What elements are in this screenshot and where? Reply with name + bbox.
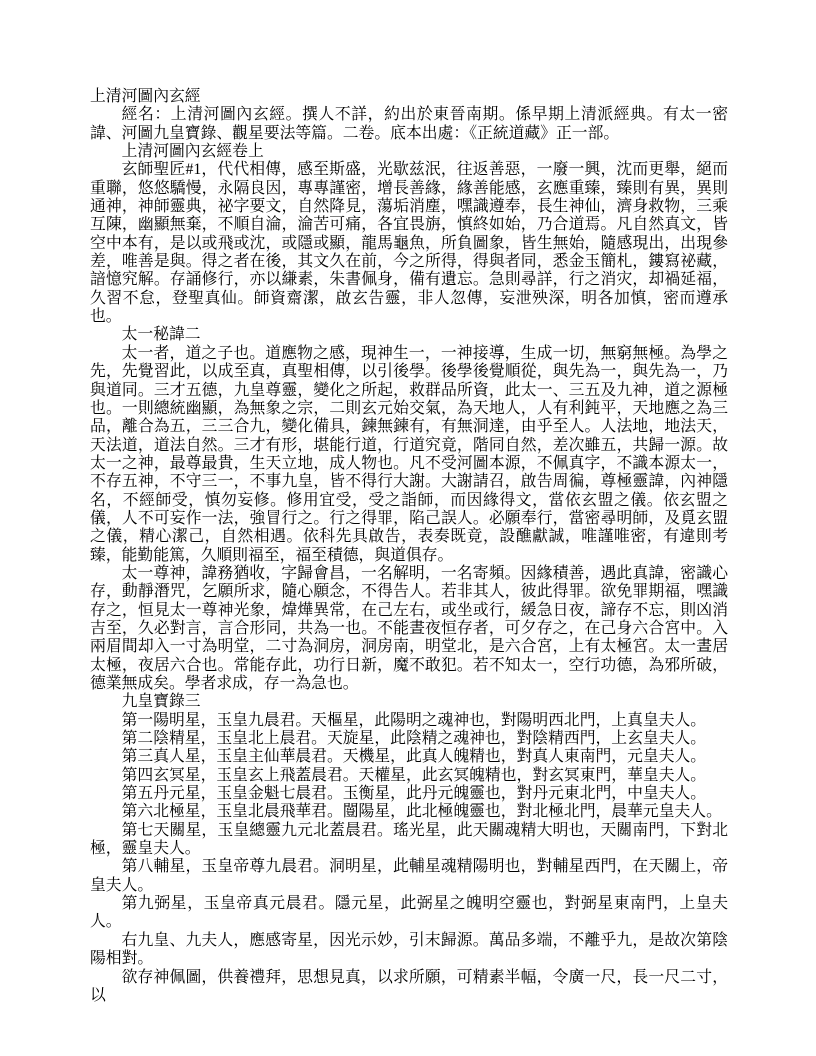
closing-paragraph: 欲存神佩圖，供養禮拜，思想見真，以求所願，可精素半幅，令廣一尺，長一尺二寸，以: [90, 968, 728, 1004]
bibliographic-note: 經名：上清河圖內玄經。撰人不詳，約出於東晉南期。係早期上清派經典。有太一密諱、河圖九皇寶錄、觀星要法等篇。二卷。底本出處：《正統道藏》正一部。: [90, 106, 728, 142]
star-entry-6: 第六北極星，玉皇北晨飛華君。闓陽星，此北極魄靈也，對北極北門，晨華元皇夫人。: [121, 803, 722, 821]
doc-title-line: 上清河圖內玄經: [90, 88, 201, 105]
star-entry-5: 第五丹元星，玉皇金魁七晨君。玉衡星，此丹元魄靈也，對丹元東北門，中皇夫人。: [121, 785, 707, 803]
star-entry-8: 第八輔星，玉皇帝尊九晨君。洞明星，此輔星魂精陽明也，對輔星西門，在天關上，帝皇夫人。: [90, 858, 728, 894]
star-entry-2: 第二陰精星，玉皇北上晨君。天旋星，此陰精之魂神也，對陰精西門，上玄皇夫人。: [121, 730, 707, 748]
juan-title-line: 上清河圖內玄經卷上: [121, 143, 264, 161]
nine-emperors-summary-paragraph: 右九皇、九夫人，應感寄星，因光示妙，引末歸源。萬品多端，不離乎九，是故次第陰陽相對。: [90, 931, 728, 968]
star-entry-3: 第三真人星，玉皇主仙華晨君。天機星，此真人魄精也，對真人東南門，元皇夫人。: [121, 748, 707, 766]
taiyi-paragraph-1: 太一者，道之子也。道應物之感，現神生一，一神接導，生成一切，無窮無極。為學之先，先覺習此，以成至真，真聖相傳，以引後學。後學後覺順從，與先為一，與先為一，乃與道同。三才五德，九皇尊靈，變化之所起，救群品所資，此太一、三五及九神，道之源極也。一則總統幽顯，為無象之宗，二則玄元始交氣，為天地人，人有利鈍平，天地應之為三品，離合為五，三三合九，變化備具，鍊無鍊有，有無洞達，由乎至人。人法地，地法天，天法道，道法自然。三才有形，堪能行道，行道究竟，階同自然，差次雖五，共歸一源。故太一之神，最尊最貴，生天立地，成人物也。凡不受河圖本源，不佩真字，不識本源太一，不存五神，不守三一，不事九皇，皆不得行大謝。大謝請召，啟告周徧，尊極靈諱，內神隱名，不經師受，慎勿妄修。修用宜受，受之詣師，而因緣得文，當依玄盟之儀。依玄盟之儀，人不可妄作一法，強冒行之。行之得罪，陷己誤人。必願奉行，當密尋明師，及覓玄盟之儀，精心潔己，自然相遇。依科先具啟告，表奏既竟，設醮獻誠，唯謹唯密，有違則考臻，能勤能篤，久順則福至，福至積德，與道俱存。: [90, 344, 728, 564]
preface-paragraph: 玄師聖匠#1，代代相傳，感至斯盛，光歇兹泯，往返善惡，一廢一興，沈而更舉，絕而重聯，悠悠驕慢，永隔良因，專專謹密，增長善緣，緣善能感，玄應重臻，臻則有異，異則通神，神師靈典，祕字要文，自然降見，蕩垢消塵，嘿識遵奉，長生神仙，濟身救物，三乘互陳，幽顯無棄，不順自淪，淪苦可痛，各宜畏旃，慎終如始，乃合道焉。凡自然真文，皆空中本有，是以或飛或沈，或隱或顯，龍馬龜魚，所負圖象，皆生無始，隨感現出，出現參差，唯善是與。得之者在後，其文久在前，今之所得，得與者同，悉金玉簡札，鏤寫祕藏，諳憶究解。存誦修行，亦以縑素，朱書佩身，備有遺忘。急則尋詳，行之消灾，却禍延福，久習不怠，登聖真仙。師資齋潔，啟玄告靈，非人忽傳，妄泄殃深，明各加慎，密而遵承也。: [90, 161, 728, 326]
star-entry-7: 第七天關星，玉皇總靈九元北蓋晨君。瑤光星，此天關魂精大明也，天關南門，下對北極，靈皇夫人。: [90, 821, 728, 858]
section-heading-taiyi-mihui: 太一秘諱二: [121, 326, 201, 344]
text-block: [90, 88, 728, 1005]
star-entry-4: 第四玄冥星，玉皇玄上飛蓋晨君。天權星，此玄冥魄精也，對玄冥東門，華皇夫人。: [121, 766, 707, 784]
star-entry-9: 第九弼星，玉皇帝真元晨君。隱元星，此弼星之魄明空靈也，對弼星東南門，上皇夫人。: [90, 895, 728, 931]
section-heading-jiuhuang-baolu: 九皇寶錄三: [121, 693, 201, 711]
taiyi-paragraph-2: 太一尊神，諱務猶收，字歸會昌，一名解明，一名寄頻。因緣積善，遇此真諱，密識心存，動靜潛咒，乞願所求，隨心願念，不得告人。若非其人，彼此得罪。欲免罪期福，嘿識存之，恒見太一尊神光象，煒燁異常，在己左右，或坐或行，緩急日夜，諦存不忘，則凶消吉至，久必對言，言合形同，共為一也。不能晝夜恒存者，可夕存之，在己身六合宮中。入兩眉間却入一寸為明堂，二寸為洞房，洞房南，明堂北，是六合宮，上有太極宮。太一晝居太極，夜居六合也。常能存此，功行日新，魔不敢犯。若不知太一，空行功德，為邪所破，德業無成矣。學者求成，存一為急也。: [90, 564, 728, 692]
star-entry-1: 第一陽明星，玉皇九晨君。天樞星，此陽明之魂神也，對陽明西北門，上真皇夫人。: [121, 711, 707, 729]
